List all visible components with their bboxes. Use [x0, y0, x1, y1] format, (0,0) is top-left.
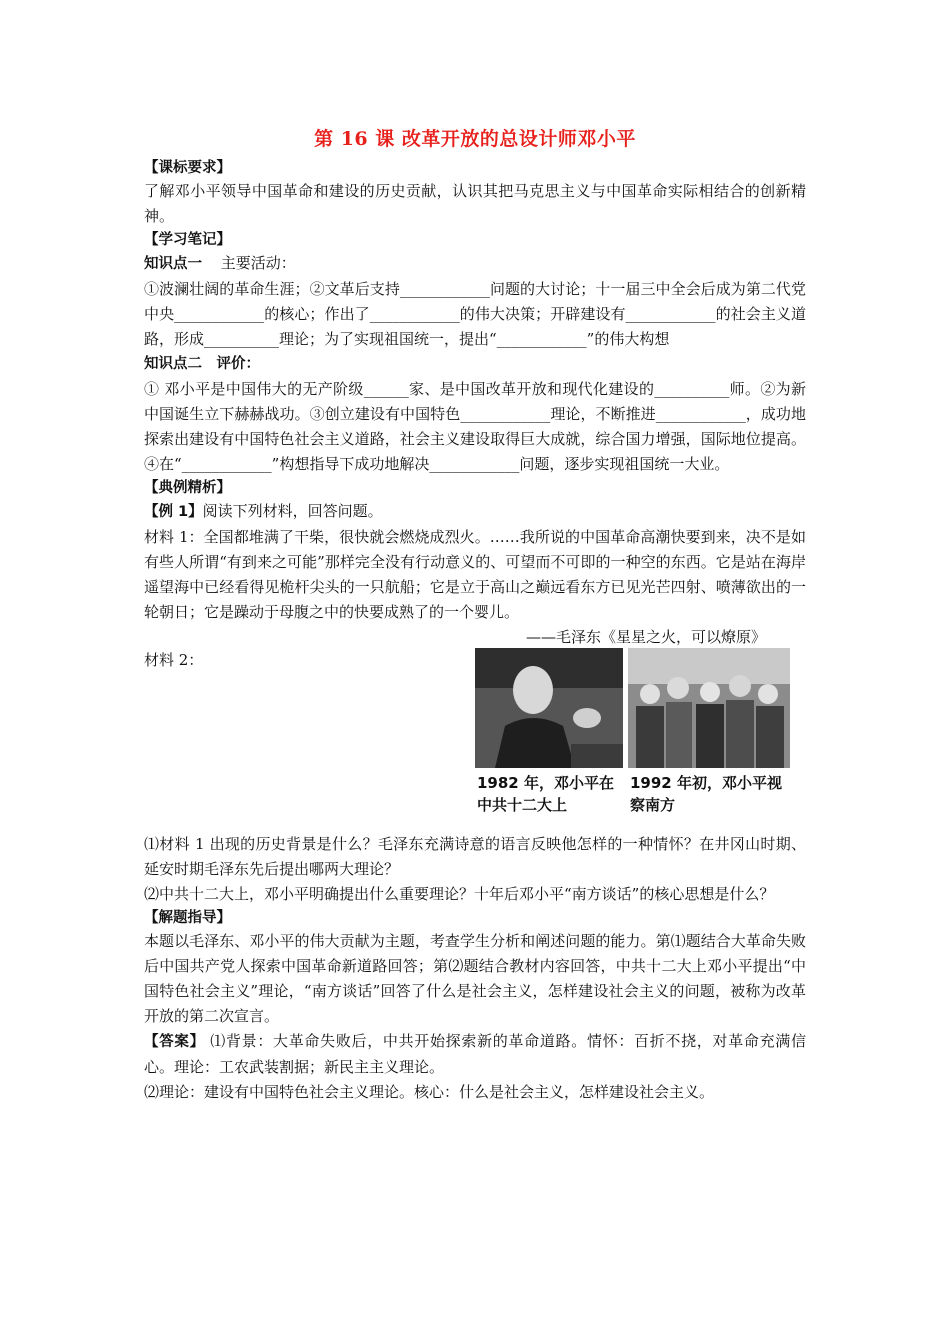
kp1-title: 主要活动： [220, 254, 296, 272]
section-kebiao: 【课标要求】 [144, 160, 231, 176]
kp1-heading [144, 251, 806, 277]
photo-1992-figure [628, 648, 790, 768]
kebiao-text: 了解邓小平领导中国革命和建设的历史贡献，认识其把马克思主义与中国革命实际相结合的创新精神。 [144, 182, 806, 225]
answer-1-line [144, 1029, 806, 1080]
kp1-label: 知识点一 [144, 256, 202, 272]
photo-caption-1992: 1992 年初，邓小平视察南方 [630, 774, 782, 814]
kp1-text: ①波澜壮阔的革命生涯；②文革后支持____________问题的大讨论；十一届三中全会后成为第二代党中央____________的核心；作出了____________的伟大决策；开辟建设有____________的社会主义道路，形成__________理论；为了实现祖国统一，提出“____________”的伟大构想 [144, 280, 806, 348]
answer-label: 【答案】 [144, 1034, 205, 1050]
material1-source: ——毛泽东《星星之火，可以燎原》 [525, 628, 766, 646]
answer-2: ⑵理论：建设有中国特色社会主义理论。核心：什么是社会主义，怎样建设社会主义。 [144, 1083, 715, 1101]
section-xuexi: 【学习笔记】 [144, 232, 231, 248]
example-label: 【例 1】 [144, 504, 203, 520]
document-page [144, 118, 806, 1105]
material2-row [144, 648, 806, 832]
material2-label: 材料 2： [144, 651, 204, 669]
photo-1982 [475, 648, 623, 768]
section-jieti: 【解题指导】 [144, 910, 231, 926]
kp2-text: ① 邓小平是中国伟大的无产阶级______家、是中国改革开放和现代化建设的__________师。②为新中国诞生立下赫赫战功。③创立建设有中国特色____________理论，不断推进____________，成功地探索出建设有中国特色社会主义道路，社会主义建设取得巨大成就，综合国力增强，国际地位提高。④在“____________”构想指导下成功地解决____________问题，逐步实现祖国统一大业。 [144, 380, 806, 473]
kp2-label: 知识点二 评价： [144, 356, 260, 372]
photo-caption-1982: 1982 年，邓小平在中共十二大上 [477, 774, 614, 814]
material1-text: 材料 1：全国都堆满了干柴，很快就会燃烧成烈火。……我所说的中国革命高潮快要到来，决不是如有些人所谓“有到来之可能”那样完全没有行动意义的、可望而不可即的一种空的东西。它是站在海岸遥望海中已经看得见桅杆尖头的一只航船；它是立于高山之巅远看东方已见光芒四射、喷薄欲出的一轮朝日；它是躁动于母腹之中的快要成熟了的一个婴儿。 [144, 528, 806, 621]
example-text: 阅读下列材料，回答问题。 [202, 502, 383, 520]
example-line [144, 499, 806, 525]
page-title: 第 16 课 改革开放的总设计师邓小平 [314, 128, 636, 150]
question-2: ⑵中共十二大上，邓小平明确提出什么重要理论？十年后邓小平“南方谈话”的核心思想是什么？ [144, 885, 775, 903]
answer-1: ⑴背景：大革命失败后，中共开始探索新的革命道路。情怀：百折不挠，对革命充满信心。理论：工农武装割据；新民主主义理论。 [144, 1032, 806, 1076]
guide-text: 本题以毛泽东、邓小平的伟大贡献为主题，考查学生分析和阐述问题的能力。第⑴题结合大革命失败后中国共产党人探索中国革命新道路回答；第⑵题结合教材内容回答，中共十二大上邓小平提出“中国特色社会主义”理论，“南方谈话”回答了什么是社会主义，怎样建设社会主义的问题，被称为改革开放的第二次宣言。 [144, 932, 806, 1025]
photo-1992 [628, 648, 790, 768]
photo-1982-figure [475, 648, 623, 768]
section-dianli: 【典例精析】 [144, 480, 231, 496]
question-1: ⑴材料 1 出现的历史背景是什么？毛泽东充满诗意的语言反映他怎样的一种情怀？在井冈山时期、延安时期毛泽东先后提出哪两大理论？ [144, 835, 806, 878]
